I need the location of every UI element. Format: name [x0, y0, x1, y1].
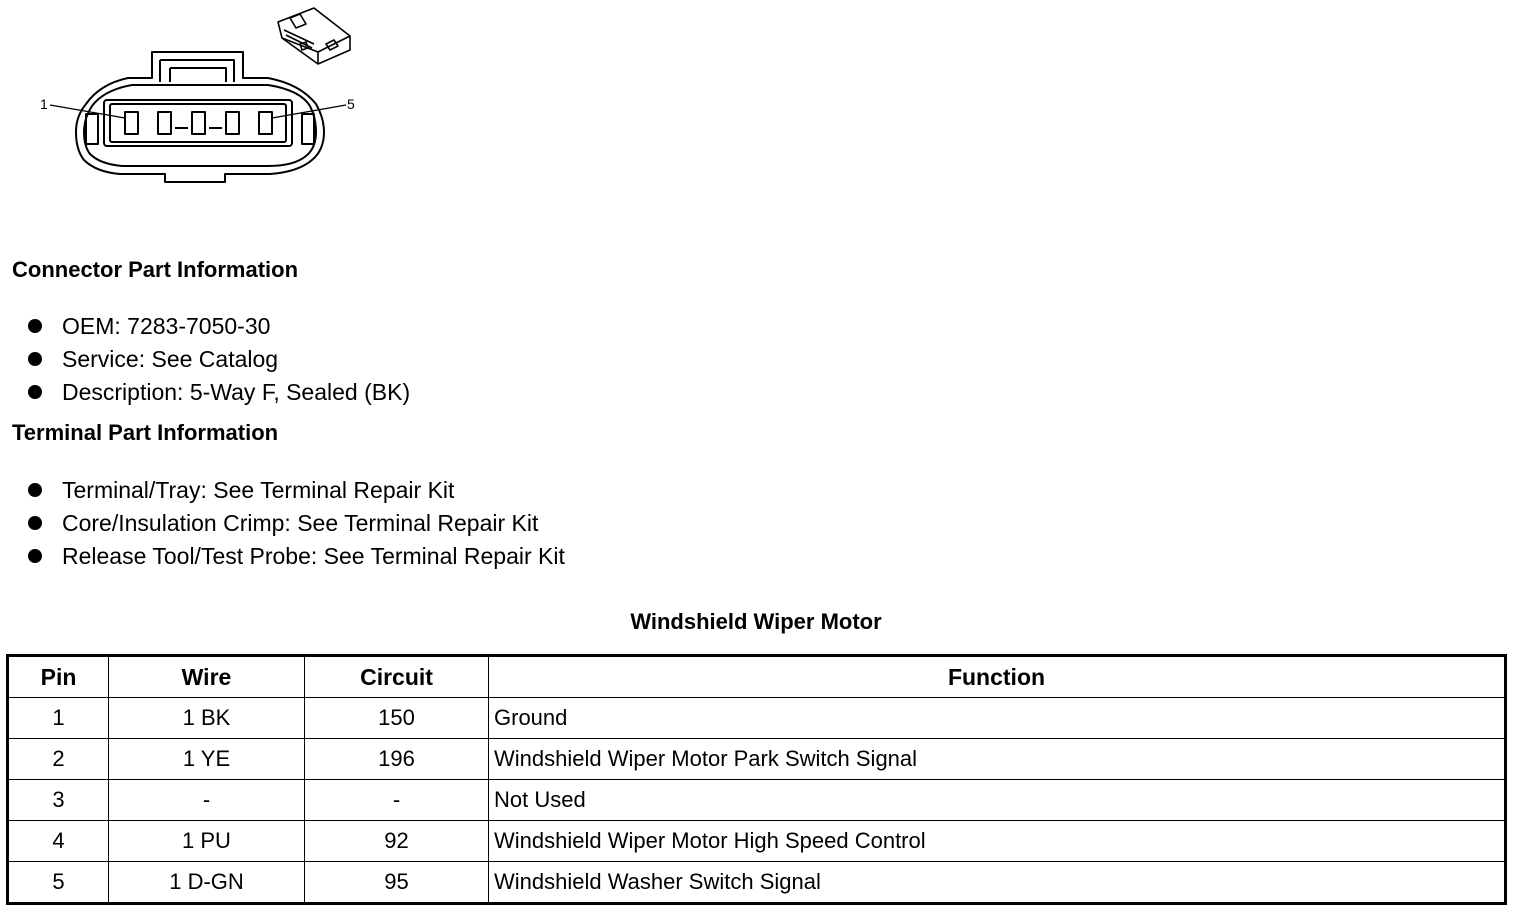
connector-info-list: [28, 310, 410, 409]
cell-function: Ground: [489, 698, 1506, 739]
cell-function: Windshield Wiper Motor High Speed Control: [489, 821, 1506, 862]
list-item-text: Service: See Catalog: [62, 346, 279, 372]
pin-table-title: Windshield Wiper Motor: [630, 609, 882, 634]
cell-wire: 1 BK: [109, 698, 305, 739]
cell-pin: 3: [8, 780, 109, 821]
terminal-info-list: [28, 474, 565, 573]
connector-latch: [160, 60, 234, 82]
cell-pin: 2: [8, 739, 109, 780]
cell-wire: -: [109, 780, 305, 821]
bullet-icon: [28, 385, 42, 399]
cavity-3: [192, 112, 205, 134]
header-function: Function: [489, 656, 1506, 698]
cell-circuit: -: [305, 780, 489, 821]
table-row: [8, 698, 1506, 739]
cell-circuit: 92: [305, 821, 489, 862]
pin-label-1: 1: [40, 96, 48, 112]
list-item-text: Terminal/Tray: See Terminal Repair Kit: [62, 477, 455, 503]
cell-pin: 4: [8, 821, 109, 862]
bullet-icon: [28, 516, 42, 530]
cell-function: Windshield Wiper Motor Park Switch Signal: [489, 739, 1506, 780]
cavity-1: [125, 112, 138, 134]
side-rib-right: [302, 114, 314, 144]
cell-circuit: 196: [305, 739, 489, 780]
cavity-5: [259, 112, 272, 134]
pin-label-5: 5: [347, 96, 355, 112]
header-wire: Wire: [109, 656, 305, 698]
cell-wire: 1 D-GN: [109, 862, 305, 904]
connector-isometric-icon: [278, 8, 350, 64]
bullet-icon: [28, 549, 42, 563]
header-circuit: Circuit: [305, 656, 489, 698]
list-item: [28, 507, 565, 540]
list-item-text: Core/Insulation Crimp: See Terminal Repair Kit: [62, 510, 539, 536]
cell-circuit: 150: [305, 698, 489, 739]
bullet-icon: [28, 483, 42, 497]
table-row: [8, 780, 1506, 821]
cell-function: Windshield Washer Switch Signal: [489, 862, 1506, 904]
list-item: [28, 474, 565, 507]
pin-5-leader: [272, 105, 346, 118]
cell-function: Not Used: [489, 780, 1506, 821]
connector-inner-outline: [84, 85, 316, 166]
connector-diagram: [0, 0, 400, 200]
table-header-row: [8, 656, 1506, 698]
list-item: [28, 540, 565, 573]
cell-pin: 1: [8, 698, 109, 739]
cell-wire: 1 PU: [109, 821, 305, 862]
terminal-info-title: Terminal Part Information: [12, 420, 279, 445]
cavity-4: [226, 112, 239, 134]
header-pin: Pin: [8, 656, 109, 698]
list-item: [28, 343, 410, 376]
cavity-2: [158, 112, 171, 134]
list-item-text: OEM: 7283-7050-30: [62, 313, 271, 339]
bullet-icon: [28, 352, 42, 366]
cell-wire: 1 YE: [109, 739, 305, 780]
cavity-frame: [104, 100, 292, 146]
bullet-icon: [28, 319, 42, 333]
list-item-text: Description: 5-Way F, Sealed (BK): [62, 379, 411, 405]
list-item-text: Release Tool/Test Probe: See Terminal Repair Kit: [62, 543, 565, 569]
connector-info-title: Connector Part Information: [12, 257, 299, 282]
list-item: [28, 310, 410, 343]
table-row: [8, 862, 1506, 904]
table-row: [8, 739, 1506, 780]
cell-pin: 5: [8, 862, 109, 904]
cell-circuit: 95: [305, 862, 489, 904]
pin-table: [6, 654, 1507, 905]
side-rib-left: [86, 114, 98, 144]
table-row: [8, 821, 1506, 862]
list-item: [28, 376, 410, 409]
